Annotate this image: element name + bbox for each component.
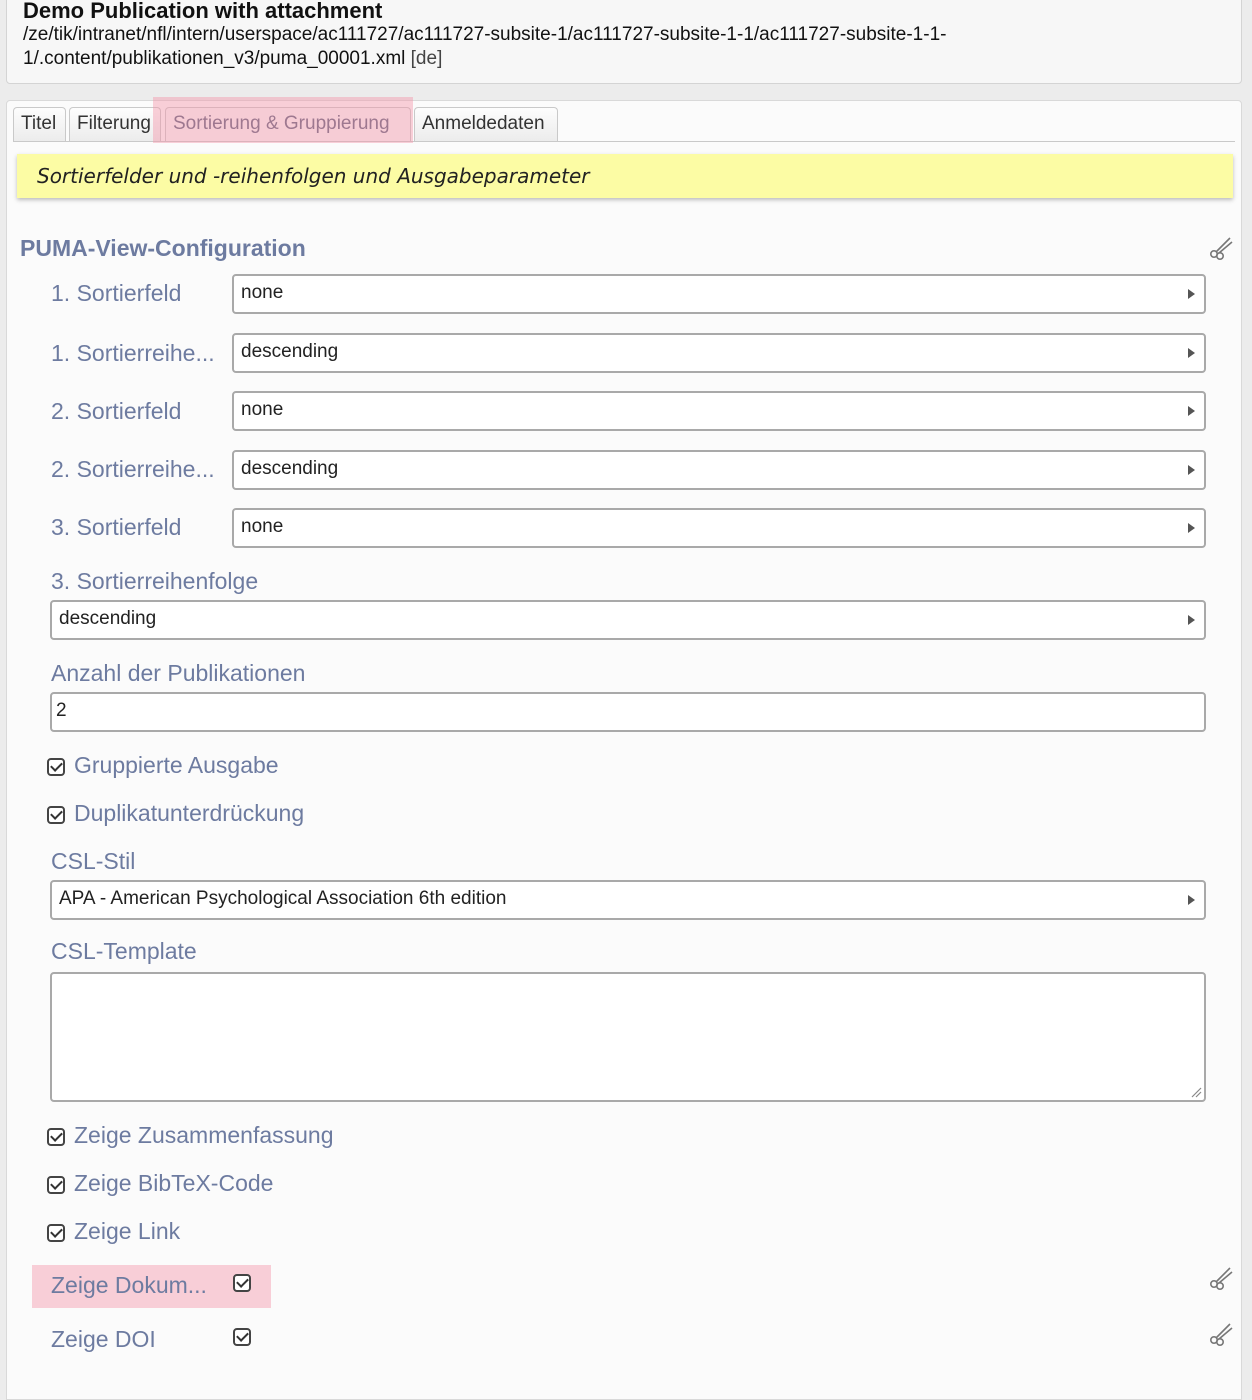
sort1-order-label: 1. Sortierreihe... [51, 340, 215, 366]
sort3-order-label: 3. Sortierreihenfolge [51, 568, 259, 594]
sort3-field-value: none [241, 516, 284, 537]
sort1-order-select[interactable] [232, 333, 1206, 373]
resize-grip-icon[interactable] [1190, 1086, 1202, 1098]
grouped-output-checkbox[interactable] [47, 758, 65, 776]
dedupe-label: Duplikatunterdrückung [74, 800, 305, 826]
show-doi-checkbox[interactable] [233, 1328, 251, 1346]
dedupe-checkbox[interactable] [47, 806, 65, 824]
show-document-checkbox[interactable] [233, 1274, 251, 1292]
tab-filterung[interactable]: Filterung [69, 107, 161, 141]
resource-locale: [de] [410, 48, 443, 69]
show-abstract-row [47, 1124, 447, 1154]
show-abstract-checkbox[interactable] [47, 1128, 65, 1146]
dedupe-row [47, 802, 447, 832]
sort1-field-value: none [241, 282, 284, 303]
sort1-field-label: 1. Sortierfeld [51, 280, 182, 306]
show-link-checkbox[interactable] [47, 1224, 65, 1242]
scissors-icon[interactable] [1208, 234, 1234, 260]
resource-header [6, 0, 1242, 84]
show-bibtex-row [47, 1172, 447, 1202]
show-bibtex-checkbox[interactable] [47, 1176, 65, 1194]
chevron-right-icon [1188, 615, 1195, 625]
help-note: Sortierfelder und -reihenfolgen und Ausgabeparameter [17, 154, 1233, 198]
resource-path [23, 23, 1225, 71]
show-document-label: Zeige Dokum... [51, 1272, 207, 1298]
tab-anmeldedaten[interactable]: Anmeldedaten [414, 107, 558, 141]
sort2-order-label: 2. Sortierreihe... [51, 456, 215, 482]
show-abstract-label: Zeige Zusammenfassung [74, 1122, 334, 1148]
count-label: Anzahl der Publikationen [51, 660, 306, 686]
chevron-right-icon [1188, 523, 1195, 533]
tab-titel[interactable]: Titel [13, 107, 66, 141]
sort2-order-value: descending [241, 458, 339, 479]
scissors-icon[interactable] [1208, 1320, 1234, 1346]
show-link-row [47, 1220, 447, 1250]
csl-template-textarea[interactable] [50, 972, 1206, 1102]
show-doi-label: Zeige DOI [51, 1326, 156, 1352]
sort2-field-value: none [241, 399, 284, 420]
sort3-order-value: descending [59, 608, 157, 629]
resource-path-line2: 1/.content/publikationen_v3/puma_00001.xml [23, 48, 406, 69]
count-input[interactable]: 2 [50, 692, 1206, 732]
show-bibtex-label: Zeige BibTeX-Code [74, 1170, 274, 1196]
chevron-right-icon [1188, 348, 1195, 358]
sort2-order-select[interactable] [232, 450, 1206, 490]
sort1-order-value: descending [241, 341, 339, 362]
show-doi-row [233, 1324, 257, 1354]
chevron-right-icon [1188, 406, 1195, 416]
scissors-icon[interactable] [1208, 1264, 1234, 1290]
grouped-output-row [47, 754, 447, 784]
sort3-order-select[interactable] [50, 600, 1206, 640]
sort2-field-select[interactable] [232, 391, 1206, 431]
grouped-output-label: Gruppierte Ausgabe [74, 752, 279, 778]
resource-title: Demo Publication with attachment [23, 0, 383, 23]
sort3-field-label: 3. Sortierfeld [51, 514, 182, 540]
chevron-right-icon [1188, 895, 1195, 905]
show-link-label: Zeige Link [74, 1218, 181, 1244]
sort3-field-select[interactable] [232, 508, 1206, 548]
chevron-right-icon [1188, 289, 1195, 299]
tab-sortierung-gruppierung[interactable]: Sortierung & Gruppierung [165, 107, 411, 141]
csl-template-label: CSL-Template [51, 938, 197, 964]
section-title: PUMA-View-Configuration [20, 235, 306, 261]
resource-path-line1: /ze/tik/intranet/nfl/intern/userspace/ac111727/ac111727-subsite-1/ac111727-subsite-1-1/ac111727-subsite-1-1- [23, 24, 947, 45]
csl-style-select[interactable] [50, 880, 1206, 920]
csl-style-value: APA - American Psychological Association 6th edition [59, 888, 507, 909]
csl-style-label: CSL-Stil [51, 848, 136, 874]
show-document-row [233, 1270, 257, 1300]
sort2-field-label: 2. Sortierfeld [51, 398, 182, 424]
sort1-field-select[interactable] [232, 274, 1206, 314]
chevron-right-icon [1188, 465, 1195, 475]
tab-divider [13, 141, 1235, 142]
